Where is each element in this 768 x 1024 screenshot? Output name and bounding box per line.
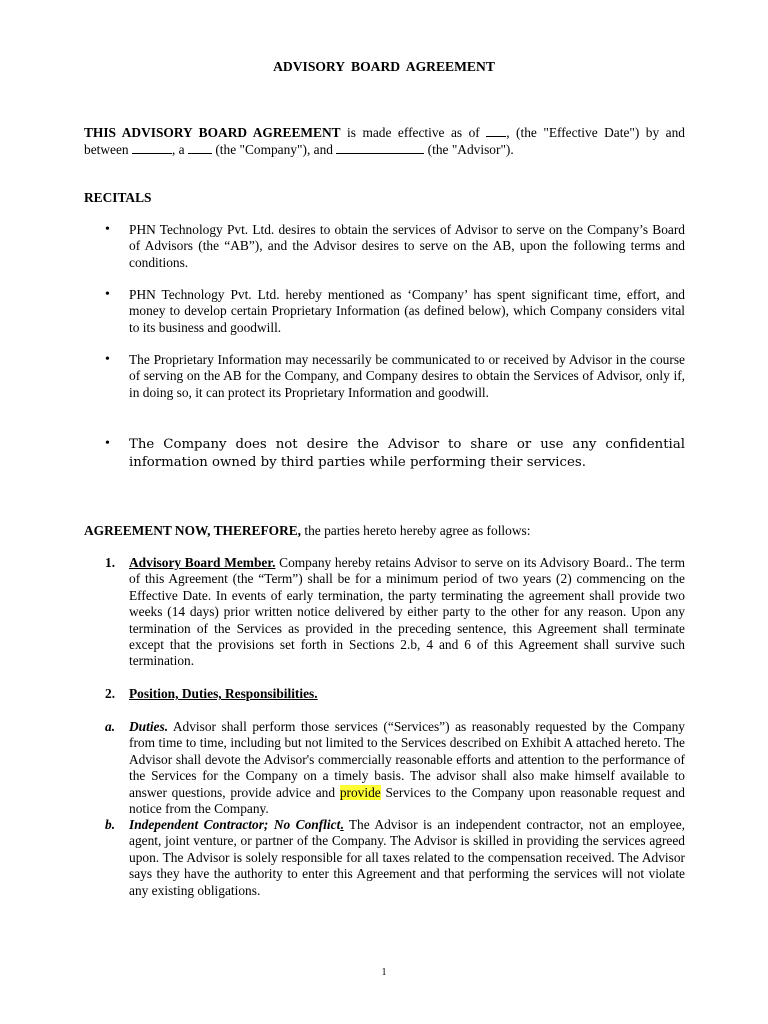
intro-lead: THIS ADVISORY BOARD AGREEMENT: [84, 125, 341, 140]
document-title: ADVISORY BOARD AGREEMENT: [273, 59, 495, 74]
bullet-icon: •: [105, 287, 110, 302]
recital-text: The Proprietary Information may necessarily be communicated to or received by Advisor in the course of serving on the AB for the Company, and Company desires to obtain the Services of Advisor, only if, in doing so, it can protect its Proprietary Information and goodwill.: [129, 352, 685, 400]
section-number: 2.: [105, 686, 116, 701]
party-blank: [132, 141, 172, 154]
section-heading: Position, Duties, Responsibilities.: [129, 686, 318, 701]
section-heading: Duties.: [129, 719, 169, 734]
recital-text: PHN Technology Pvt. Ltd. hereby mentioned as ‘Company’ has spent significant time, effort, and money to develop certain Proprietary Information (as defined below), which Company considers vital to its business and goodwill.: [129, 287, 685, 335]
section-text: Independent Contractor; No Conflict. The Advisor is an independent contractor, not an employee, agent, joint venture, or partner of the Company. The Advisor is skilled in providing the services agreed upon. The Advisor is solely responsible for all taxes related to the compensation received. The Advisor says they have the authority to enter this Agreement and that performing the services will not violate any existing obligations.: [129, 817, 685, 898]
section-text: Duties. Advisor shall perform those services (“Services”) as reasonably requested by the Company from time to time, including but not limited to the Services described on Exhibit A attached hereto. The Advisor shall devote the Advisor's commercially reasonable efforts and attention to the performance of the Services for the Company on a timely basis. The advisor shall also make himself available to answer questions, provide advice and provide Services to the Company upon reasonable request and notice from the Company.: [129, 719, 685, 817]
highlighted-text: provide: [339, 784, 381, 800]
section-number: b.: [105, 817, 116, 832]
section-heading: Advisory Board Member.: [129, 555, 276, 570]
bullet-icon: •: [105, 352, 110, 367]
section-text: Advisory Board Member. Company hereby retains Advisor to serve on its Advisory Board.. The term of this Agreement (the “Term”) shall be for a minimum period of two years (2) commencing on the Effective Date. In events of early termination, the party terminating the agreement shall provide two weeks (14 days) prior written notice delivered by either party to the other for any reason. Upon any termination of the Services as provided in the preceding sentence, this Agreement shall terminate except that the provisions set forth in Sections 2.b, 4 and 6 of this Agreement shall survive such termination.: [129, 555, 685, 669]
entity-type-blank: [188, 141, 212, 154]
section-number: 1.: [105, 555, 116, 570]
advisor-name-blank: [336, 141, 424, 154]
agreement-intro: AGREEMENT NOW, THEREFORE, the parties hereto hereby agree as follows:: [84, 523, 531, 538]
recital-text: PHN Technology Pvt. Ltd. desires to obtain the services of Advisor to serve on the Company’s Board of Advisors (the “AB”), and the Advisor desires to serve on the AB, upon the following terms and conditions.: [129, 222, 685, 270]
intro-paragraph: THIS ADVISORY BOARD AGREEMENT is made effective as of , (the "Effective Date") by and between , a (the "Company"), and (the "Advisor").: [84, 125, 685, 158]
page-number: 1: [381, 967, 387, 978]
bullet-icon: •: [105, 436, 110, 451]
recital-text: The Company does not desire the Advisor to share or use any confidential information owned by third parties while performing their services.: [129, 437, 685, 470]
recitals-heading: RECITALS: [84, 190, 152, 205]
bullet-icon: •: [105, 222, 110, 237]
section-number: a.: [105, 719, 116, 734]
section-text: [129, 686, 685, 702]
section-heading: Independent Contractor; No Conflict: [129, 817, 341, 832]
effective-date-blank: [486, 124, 506, 137]
